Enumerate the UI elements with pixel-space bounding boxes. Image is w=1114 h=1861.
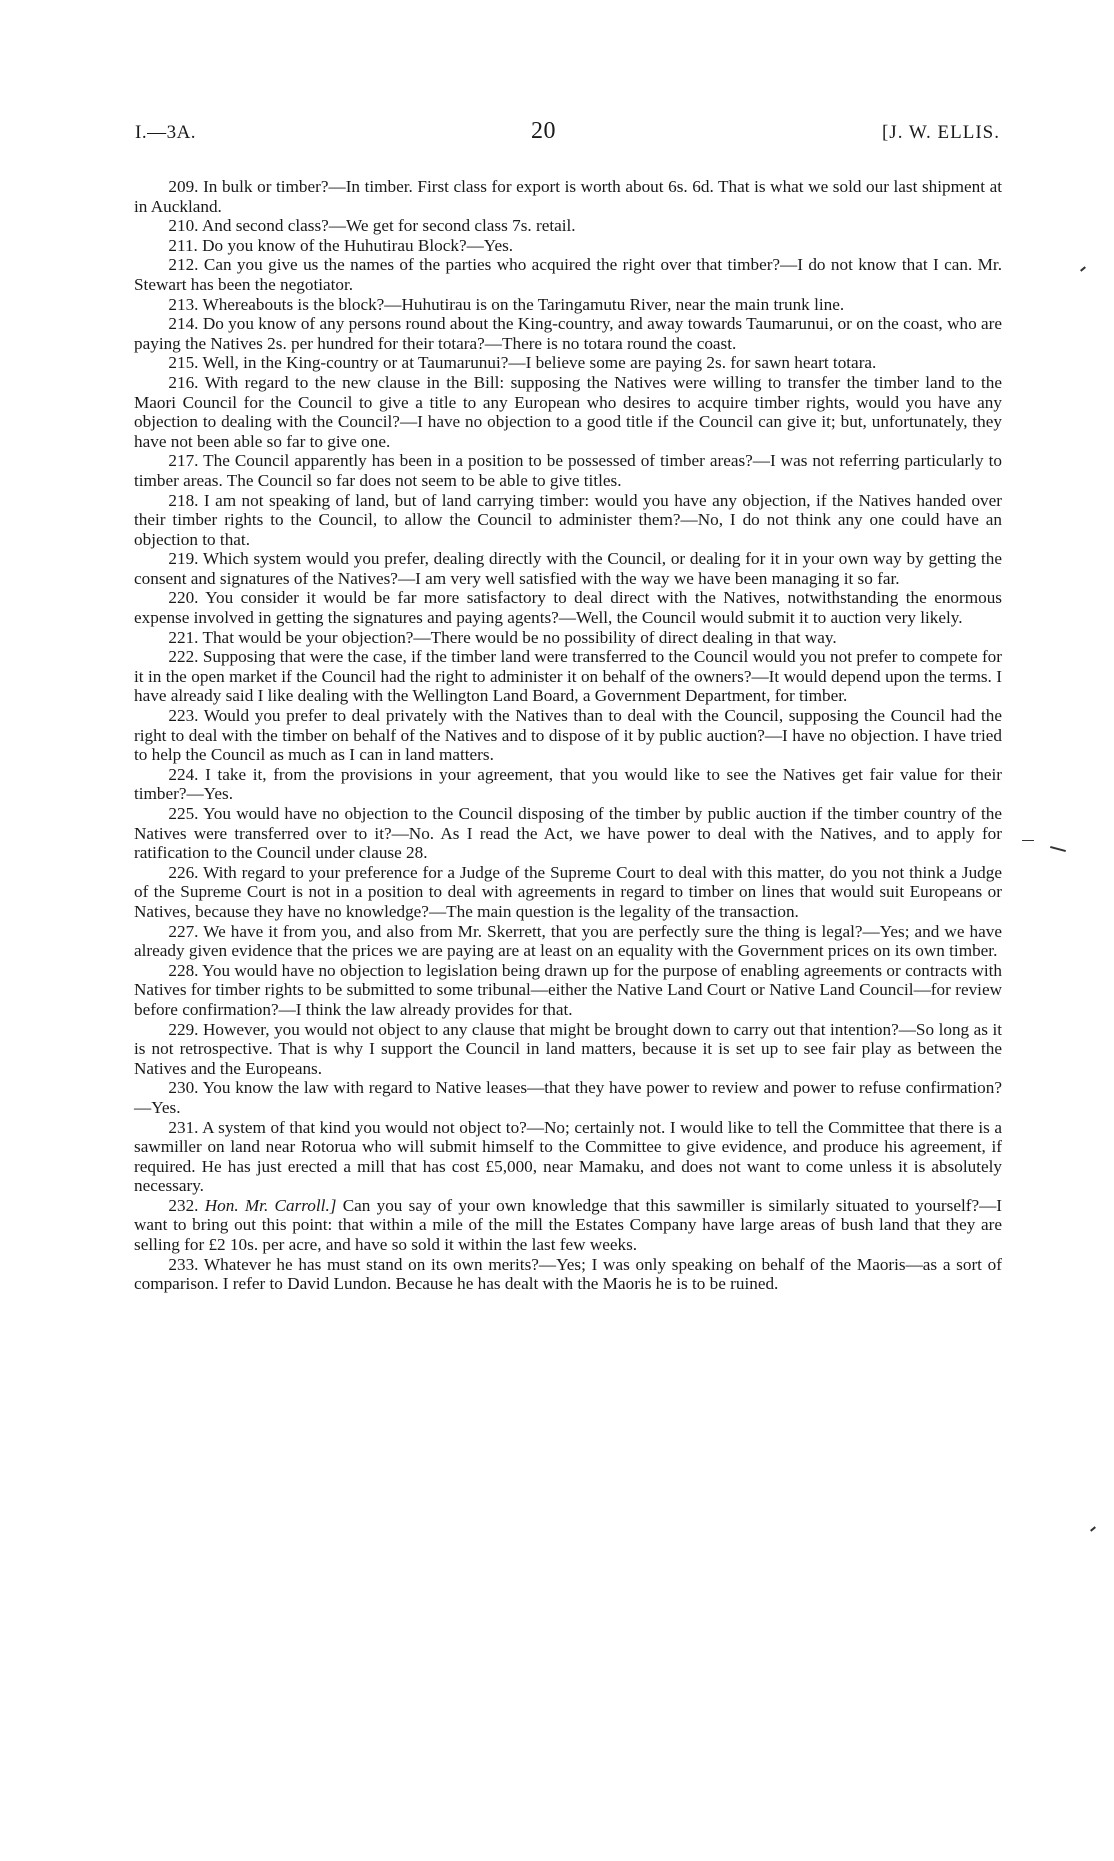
question-number: 228. [168, 960, 199, 980]
question-number: 216. [168, 372, 199, 392]
question-answer-text: Whereabouts is the block?—Huhutirau is on the Taringamutu River, near the main trunk line. [202, 294, 845, 314]
page-header [135, 118, 1000, 152]
question-answer-text: Do you know of the Huhutirau Block?—Yes. [202, 235, 514, 255]
evidence-paragraph [134, 588, 1002, 627]
question-number: 215. [168, 353, 199, 373]
question-number: 223. [168, 706, 199, 726]
question-answer-text: However, you would not object to any clause that might be brought down to carry out that intention?—So long as it is not retrospective. That is why I support the Council in land matters, because it is set up to see fair play as between the Natives and the Europeans. [134, 1019, 1002, 1078]
scan-mark [1050, 846, 1066, 852]
question-number: 227. [168, 921, 199, 941]
question-answer-text: Which system would you prefer, dealing directly with the Council, or dealing for it in your own way by getting the consent and signatures of the Natives?—I am very well satisfied with the way we have been managing it so far. [134, 549, 1002, 588]
question-answer-text: Can you give us the names of the parties who acquired the right over that timber?—I do not know that I can. Mr. Stewart has been the negotiator. [134, 255, 1002, 294]
question-answer-text: That would be your objection?—There would be no possibility of direct dealing in that way. [202, 627, 837, 647]
question-answer-text: Can you say of your own knowledge that this sawmiller is similarly situated to yourself?—I want to bring out this point: that within a mile of the mill the Estates Company have large areas of bush land that they are selling for £2 10s. per acre, and have so sold it within the last few weeks. [134, 1195, 1002, 1255]
question-number: 224. [168, 764, 199, 784]
evidence-paragraph [134, 1078, 1002, 1117]
scan-mark [1022, 840, 1034, 841]
header-reference: I.—3A. [135, 122, 197, 143]
evidence-paragraph [134, 491, 1002, 550]
scan-mark [1080, 266, 1086, 271]
evidence-paragraph [134, 765, 1002, 804]
question-answer-text: Whatever he has must stand on its own merits?—Yes; I was only speaking on behalf of the Maoris—as a sort of comparison. I refer to David Lundon. Because he has dealt with the Maoris he is to be ruined. [134, 1254, 1002, 1294]
evidence-paragraph [134, 295, 1002, 315]
question-number: 217. [168, 451, 199, 471]
page-number: 20 [531, 118, 556, 144]
evidence-paragraph [134, 549, 1002, 588]
question-number: 232. [168, 1195, 199, 1215]
question-answer-text: With regard to your preference for a Judge of the Supreme Court to deal with this matter, do you not think a Judge of the Supreme Court is not in a position to deal with agreements in regard to timber on lines that would suit Europeans or Natives, because they have no knowledge?—The main question is the legality of the transaction. [134, 862, 1002, 921]
question-number: 219. [168, 549, 199, 569]
evidence-paragraph [134, 922, 1002, 961]
question-number: 220. [168, 588, 199, 608]
question-answer-text: I take it, from the provisions in your agreement, that you would like to see the Natives get fair value for their timber?—Yes. [134, 764, 1003, 804]
question-answer-text: In bulk or timber?—In timber. First class for export is worth about 6s. 6d. That is what we sold our last shipment at in Auckland. [134, 177, 1002, 216]
evidence-paragraph [134, 628, 1002, 648]
question-number: 218. [168, 490, 199, 510]
question-answer-text: You would have no objection to the Council disposing of the timber by public auction if the timber country of the Natives were transferred over to it?—No. As I read the Act, we have power to deal with the Natives, and to apply for ratification to the Council under clause 28. [134, 804, 1002, 863]
evidence-paragraph [134, 255, 1002, 294]
scan-mark [1090, 1526, 1096, 1531]
evidence-paragraph [134, 1118, 1002, 1196]
evidence-paragraph [134, 863, 1002, 922]
question-number: 209. [168, 177, 199, 196]
question-number: 230. [168, 1078, 199, 1098]
question-answer-text: Would you prefer to deal privately with the Natives than to deal with the Council, supposing the Council had the right to deal with the timber on behalf of the Natives and to dispose of it by public auction?—I have no objection. I have tried to help the Council as much as I can in land matters. [134, 706, 1002, 765]
question-number: 213. [168, 294, 199, 314]
question-number: 222. [168, 647, 199, 667]
question-answer-text: And second class?—We get for second class 7s. retail. [201, 216, 576, 236]
evidence-paragraph [134, 804, 1002, 863]
question-answer-text: The Council apparently has been in a position to be possessed of timber areas?—I was not referring particularly to timber areas. The Council so far does not seem to be able to give titles. [134, 451, 1002, 490]
question-number: 231. [168, 1117, 199, 1137]
question-answer-text: Do you know of any persons round about the King-country, and away towards Taumarunui, or on the coast, who are paying the Natives 2s. per hundred for their totara?—There is no totara round the coast. [134, 314, 1002, 353]
speaker-name: Hon. Mr. Carroll.] [204, 1195, 337, 1215]
question-answer-text: Supposing that were the case, if the timber land were transferred to the Council would you not prefer to compete for it in the open market if the Council had the right to administer it on behalf of the owners?—It would depend upon the terms. I have already said I like dealing with the Wellington Land Board, a Government Department, for timber. [134, 647, 1003, 706]
question-number: 225. [168, 804, 199, 823]
question-answer-text: You know the law with regard to Native leases—that they have power to review and power to refuse confirmation?—Yes. [134, 1078, 1002, 1117]
question-answer-text: Well, in the King-country or at Taumarunui?—I believe some are paying 2s. for sawn heart totara. [202, 353, 877, 373]
evidence-paragraph [134, 1196, 1002, 1255]
question-number: 221. [168, 627, 199, 647]
question-number: 229. [168, 1019, 199, 1039]
evidence-paragraph [134, 706, 1002, 765]
question-answer-text: I am not speaking of land, but of land carrying timber: would you have any objection, if the Natives handed over their timber rights to the Council, to allow the Council to administer them?—No, I do not think any one could have an objection to that. [134, 490, 1003, 549]
evidence-paragraph [134, 314, 1002, 353]
evidence-body [134, 177, 1002, 1294]
question-number: 226. [168, 862, 199, 882]
header-witness: [J. W. ELLIS. [881, 122, 1000, 143]
question-number: 210. [168, 216, 199, 236]
question-answer-text: You would have no objection to legislation being drawn up for the purpose of enabling agreements or contracts with Natives for timber rights to be submitted to some tribunal—either the Native Land Court or Native Land Council—for review before confirmation?—I think the law already provides for that. [134, 960, 1002, 1019]
question-answer-text: A system of that kind you would not object to?—No; certainly not. I would like to tell the Committee that there is a sawmiller on land near Rotorua who will submit himself to the Committee to give evidence, and produce his agreement, if required. He has just erected a mill that has cost £5,000, near Mamaku, and does not want to come unless it is absolutely necessary. [134, 1117, 1002, 1196]
evidence-paragraph [134, 353, 1002, 373]
evidence-paragraph [134, 961, 1002, 1020]
question-number: 233. [168, 1254, 199, 1274]
question-answer-text: You consider it would be far more satisfactory to deal direct with the Natives, notwithstanding the enormous expense involved in getting the signatures and paying agents?—Well, the Council would submit it to auction very likely. [134, 588, 1002, 628]
question-answer-text: With regard to the new clause in the Bill: supposing the Natives were willing to transfer the timber land to the Maori Council for the Council to give a title to any European who desires to acquire timber rights, would you have any objection to dealing with the Council?—I have no objection to a good title if the Council can give it; but, unfortunately, they have not been able so far to give one. [134, 372, 1002, 451]
evidence-paragraph [134, 177, 1002, 216]
evidence-paragraph [134, 647, 1002, 706]
evidence-paragraph [134, 1020, 1002, 1079]
evidence-paragraph [134, 216, 1002, 236]
question-number: 212. [168, 255, 199, 275]
question-number: 214. [168, 314, 199, 334]
evidence-paragraph [134, 451, 1002, 490]
evidence-paragraph [134, 373, 1002, 451]
evidence-paragraph [134, 1255, 1002, 1294]
evidence-paragraph [134, 236, 1002, 256]
question-answer-text: We have it from you, and also from Mr. Skerrett, that you are perfectly sure the thing is legal?—Yes; and we have already given evidence that the prices we are paying are at least on an equality with the Government prices on its own timber. [134, 921, 1002, 961]
question-number: 211. [168, 235, 198, 255]
